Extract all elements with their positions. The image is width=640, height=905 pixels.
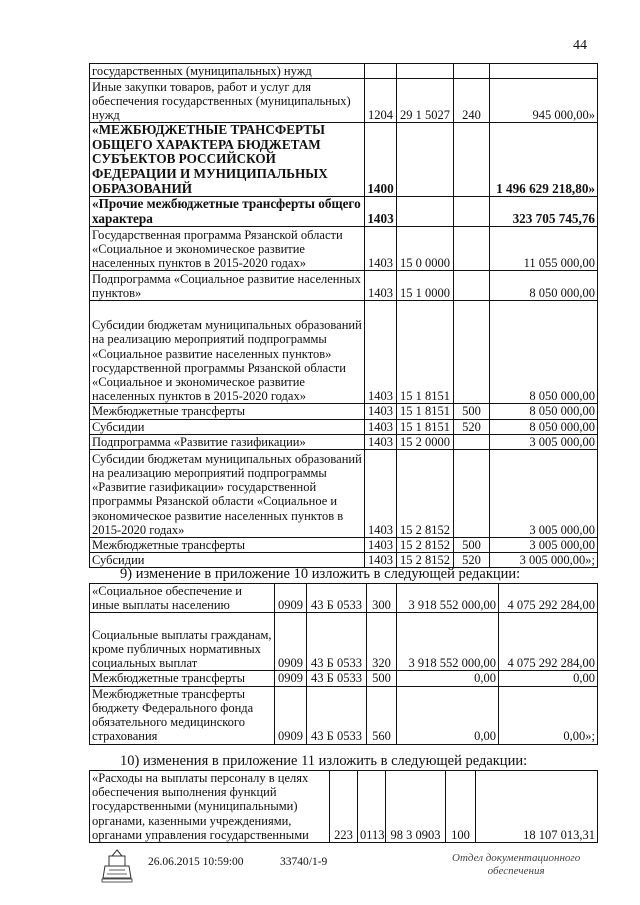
row-name: Подпрограмма «Социальное развитие населенных пунктов» [90,271,365,301]
row-vr: 560 [367,686,397,744]
row-csr: 15 1 0000 [397,271,454,301]
row-sum-1: 0,00 [397,671,499,686]
row-name: Межбюджетные трансферты [90,404,365,419]
table-row [90,123,598,197]
table-row [90,419,598,434]
row-csr: 15 1 8151 [397,419,454,434]
row-name: «МЕЖБЮДЖЕТНЫЕ ТРАНСФЕРТЫ ОБЩЕГО ХАРАКТЕРА БЮДЖЕТАМ СУБЪЕКТОВ РОССИЙСКОЙ ФЕДЕРАЦИИ И МУНИЦИПАЛЬНЫХ ОБРАЗОВАНИЙ [90,123,365,197]
row-vr: 240 [454,79,490,123]
row-csr: 43 Б 0533 [307,613,367,671]
row-vr [454,449,490,537]
row-rz: 0909 [275,613,307,671]
row-name: Межбюджетные трансферты [90,537,365,552]
row-name: Субсидии бюджетам муниципальных образований на реализацию мероприятий подпрограммы «Социальное развитие населенных пунктов» государственной программы Рязанской области «Социальное и экономическое развитие населенных пунктов в 2015-2020 годах» [90,301,365,404]
row-rz: 1403 [365,434,397,449]
row-sum: 8 050 000,00 [490,419,598,434]
row-sum: 8 050 000,00 [490,301,598,404]
row-sum-1: 3 918 552 000,00 [397,613,499,671]
row-sum: 3 005 000,00 [490,449,598,537]
row-name: Государственная программа Рязанской области «Социальное и экономическое развитие населенных пунктов в 2015-2020 годах» [90,227,365,271]
row-rz: 1403 [365,301,397,404]
row-rz: 0909 [275,686,307,744]
budget-table-1 [89,63,598,568]
row-name: Социальные выплаты гражданам, кроме публичных нормативных социальных выплат [90,613,275,671]
table-row [90,584,598,613]
row-csr: 15 0 0000 [397,227,454,271]
row-name: «Расходы на выплаты персоналу в целях обеспечения выполнения функций государственными (муниципальными) органами, казенными учреждениями, органами управления государственными [90,771,330,843]
row-csr: 15 2 8152 [397,553,454,568]
row-sum: 8 050 000,00 [490,404,598,419]
row-sum: 3 005 000,00 [490,434,598,449]
row-vr [454,434,490,449]
row-sum-1: 0,00 [397,686,499,744]
row-vr: 520 [454,553,490,568]
row-name: Иные закупки товаров, работ и услуг для обеспечения государственных (муниципальных) нужд [90,79,365,123]
row-sum: 323 705 745,76 [490,197,598,227]
row-sum-2: 4 075 292 284,00 [499,584,598,613]
table-row [90,64,598,79]
row-sum-2: 4 075 292 284,00 [499,613,598,671]
row-name: Межбюджетные трансферты бюджету Федерального фонда обязательного медицинского страхования [90,686,275,744]
row-csr: 29 1 5027 [397,79,454,123]
row-name: Субсидии бюджетам муниципальных образований на реализацию мероприятий подпрограммы «Развитие газификации» государственной программы Рязанской области «Социальное и экономическое развитие населенных пунктов в 2015-2020 годах» [90,449,365,537]
row-rz: 0113 [358,771,386,843]
row-vr: 500 [454,404,490,419]
table-row [90,771,598,843]
row-rz: 1403 [365,419,397,434]
row-sum: 3 005 000,00 [490,537,598,552]
row-sum: 8 050 000,00 [490,271,598,301]
row-name: Субсидии [90,419,365,434]
stamp-line-1: Отдел документационного [452,852,581,864]
budget-table-2 [89,583,598,745]
table-row [90,197,598,227]
row-rz: 1403 [365,537,397,552]
row-csr [397,197,454,227]
row-grbs: 223 [330,771,358,843]
row-rz: 1403 [365,449,397,537]
row-rz: 1403 [365,404,397,419]
row-vr [454,64,490,79]
row-name: государственных (муниципальных) нужд [90,64,365,79]
row-vr [454,197,490,227]
row-csr: 43 Б 0533 [307,671,367,686]
row-sum-2: 0,00»; [499,686,598,744]
footer-doc-id: 33740/1-9 [280,856,328,868]
section-9-heading: 9) изменение в приложение 10 изложить в следующей редакции: [120,566,521,582]
row-csr: 43 Б 0533 [307,686,367,744]
table-row [90,404,598,419]
table-row [90,671,598,686]
table-row [90,227,598,271]
table-row [90,449,598,537]
row-csr [397,123,454,197]
row-vr: 320 [367,613,397,671]
row-rz: 0909 [275,584,307,613]
row-rz: 1204 [365,79,397,123]
row-name: «Социальное обеспечение и иные выплаты населению [90,584,275,613]
row-vr: 500 [454,537,490,552]
row-csr: 15 2 8152 [397,449,454,537]
row-rz: 1403 [365,197,397,227]
row-sum: 18 107 013,31 [476,771,598,843]
row-sum: 11 055 000,00 [490,227,598,271]
table-row [90,537,598,552]
row-csr [397,64,454,79]
row-name: Подпрограмма «Развитие газификации» [90,434,365,449]
row-sum: 1 496 629 218,80» [490,123,598,197]
row-csr: 15 2 8152 [397,537,454,552]
row-rz: 1403 [365,271,397,301]
table-row [90,79,598,123]
table-row [90,301,598,404]
row-csr: 15 1 8151 [397,301,454,404]
stamp-line-2: обеспечения [487,865,545,877]
row-vr: 300 [367,584,397,613]
row-sum: 945 000,00» [490,79,598,123]
row-sum [490,64,598,79]
row-vr: 100 [446,771,476,843]
row-vr: 520 [454,419,490,434]
footer-datetime: 26.06.2015 10:59:00 [148,856,244,868]
row-sum-2: 0,00 [499,671,598,686]
row-rz: 1400 [365,123,397,197]
row-vr [454,301,490,404]
row-vr [454,227,490,271]
row-name: Межбюджетные трансферты [90,671,275,686]
row-name: Субсидии [90,553,365,568]
page-number: 44 [573,38,587,53]
table-row [90,686,598,744]
emblem-logo [100,848,134,884]
row-csr: 15 1 8151 [397,404,454,419]
row-csr: 15 2 0000 [397,434,454,449]
budget-table-3 [89,770,598,843]
row-csr: 98 3 0903 [386,771,446,843]
row-sum: 3 005 000,00»; [490,553,598,568]
row-sum-1: 3 918 552 000,00 [397,584,499,613]
row-rz: 1403 [365,227,397,271]
row-rz [365,64,397,79]
row-vr [454,123,490,197]
department-stamp [452,852,580,878]
row-rz: 0909 [275,671,307,686]
section-10-heading: 10) изменения в приложение 11 изложить в следующей редакции: [120,753,528,769]
row-name: «Прочие межбюджетные трансферты общего характера [90,197,365,227]
row-vr [454,271,490,301]
table-row [90,271,598,301]
table-row [90,434,598,449]
table-row [90,613,598,671]
row-vr: 500 [367,671,397,686]
row-rz: 1403 [365,553,397,568]
row-csr: 43 Б 0533 [307,584,367,613]
